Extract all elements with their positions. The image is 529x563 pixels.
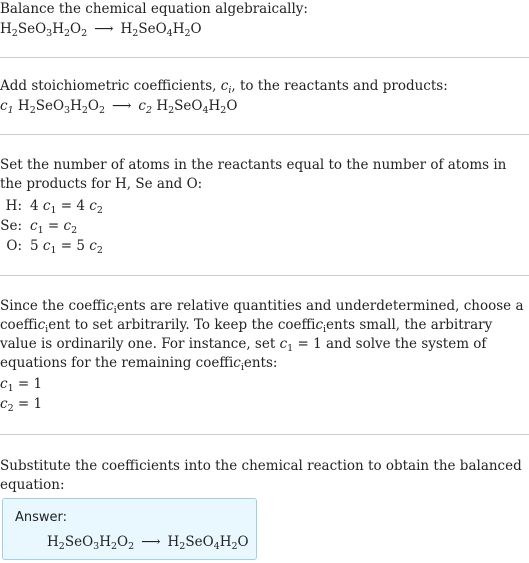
element-label: H: xyxy=(5,198,22,214)
reactant-formula: $H_2SeO_3H_2O_2$ xyxy=(17,98,106,116)
product-formula: $H_2SeO_4H_2O$ xyxy=(167,534,249,552)
product-formula: $H_2SeO_4H_2O$ xyxy=(120,21,202,39)
element-label: O: xyxy=(6,238,22,254)
divider xyxy=(0,275,529,276)
reaction-arrow: ⟶ xyxy=(112,98,132,114)
element-label: Se: xyxy=(0,218,22,234)
divider xyxy=(0,57,529,58)
answer-box xyxy=(2,498,257,560)
intro-text: Balance the chemical equation algebraically: xyxy=(0,1,308,17)
arbitrary-coefficient-text: Since the coeffic$_i$ents are relative quantities and underdetermined, choose a coeffic$_i$ent to set arbitrarily. To keep the coeffic$_i$ents small, the arbitrary value is ordinarily one. For instance, set $c_1 = 1$ and solve the system of equations for the remaining coeffic$_i$ents: xyxy=(0,298,524,373)
answer-label: Answer: xyxy=(15,510,68,525)
atom-equation: 4 $c_1 = 4$ $c_2$ xyxy=(30,198,103,216)
reactant-formula: $H_2SeO_3H_2O_2$ xyxy=(47,534,135,552)
balanced-equation xyxy=(47,534,249,550)
ci-symbol: $c_i$ xyxy=(220,78,232,96)
divider xyxy=(0,434,529,435)
solution-c1: $c_1 = 1$ xyxy=(0,376,43,394)
reaction-arrow: ⟶ xyxy=(94,21,114,37)
reactant-formula: $H_2SeO_3H_2O_2$ xyxy=(0,21,88,39)
atom-balance-text: Set the number of atoms in the reactants equal to the number of atoms in the products for H, Se and O: xyxy=(0,157,507,192)
solution-c2: $c_2 = 1$ xyxy=(0,396,43,414)
product-formula: $H_2SeO_4H_2O$ xyxy=(156,98,238,116)
coef-c2: $c_2$ xyxy=(138,98,153,116)
unbalanced-equation xyxy=(0,21,202,37)
coefficients-text: Add stoichiometric coefficients, $c_i$, to the reactants and products: xyxy=(0,78,448,96)
coefficient-equation xyxy=(0,98,237,114)
coef-c1: $c_1$ xyxy=(0,98,14,116)
divider xyxy=(0,134,529,135)
atom-equation: 5 $c_1 = 5$ $c_2$ xyxy=(30,238,103,256)
atom-equation: $c_1 = c_2$ xyxy=(30,218,78,236)
substitute-text: Substitute the coefficients into the chemical reaction to obtain the balanced equation: xyxy=(0,458,522,493)
reaction-arrow: ⟶ xyxy=(141,534,161,550)
